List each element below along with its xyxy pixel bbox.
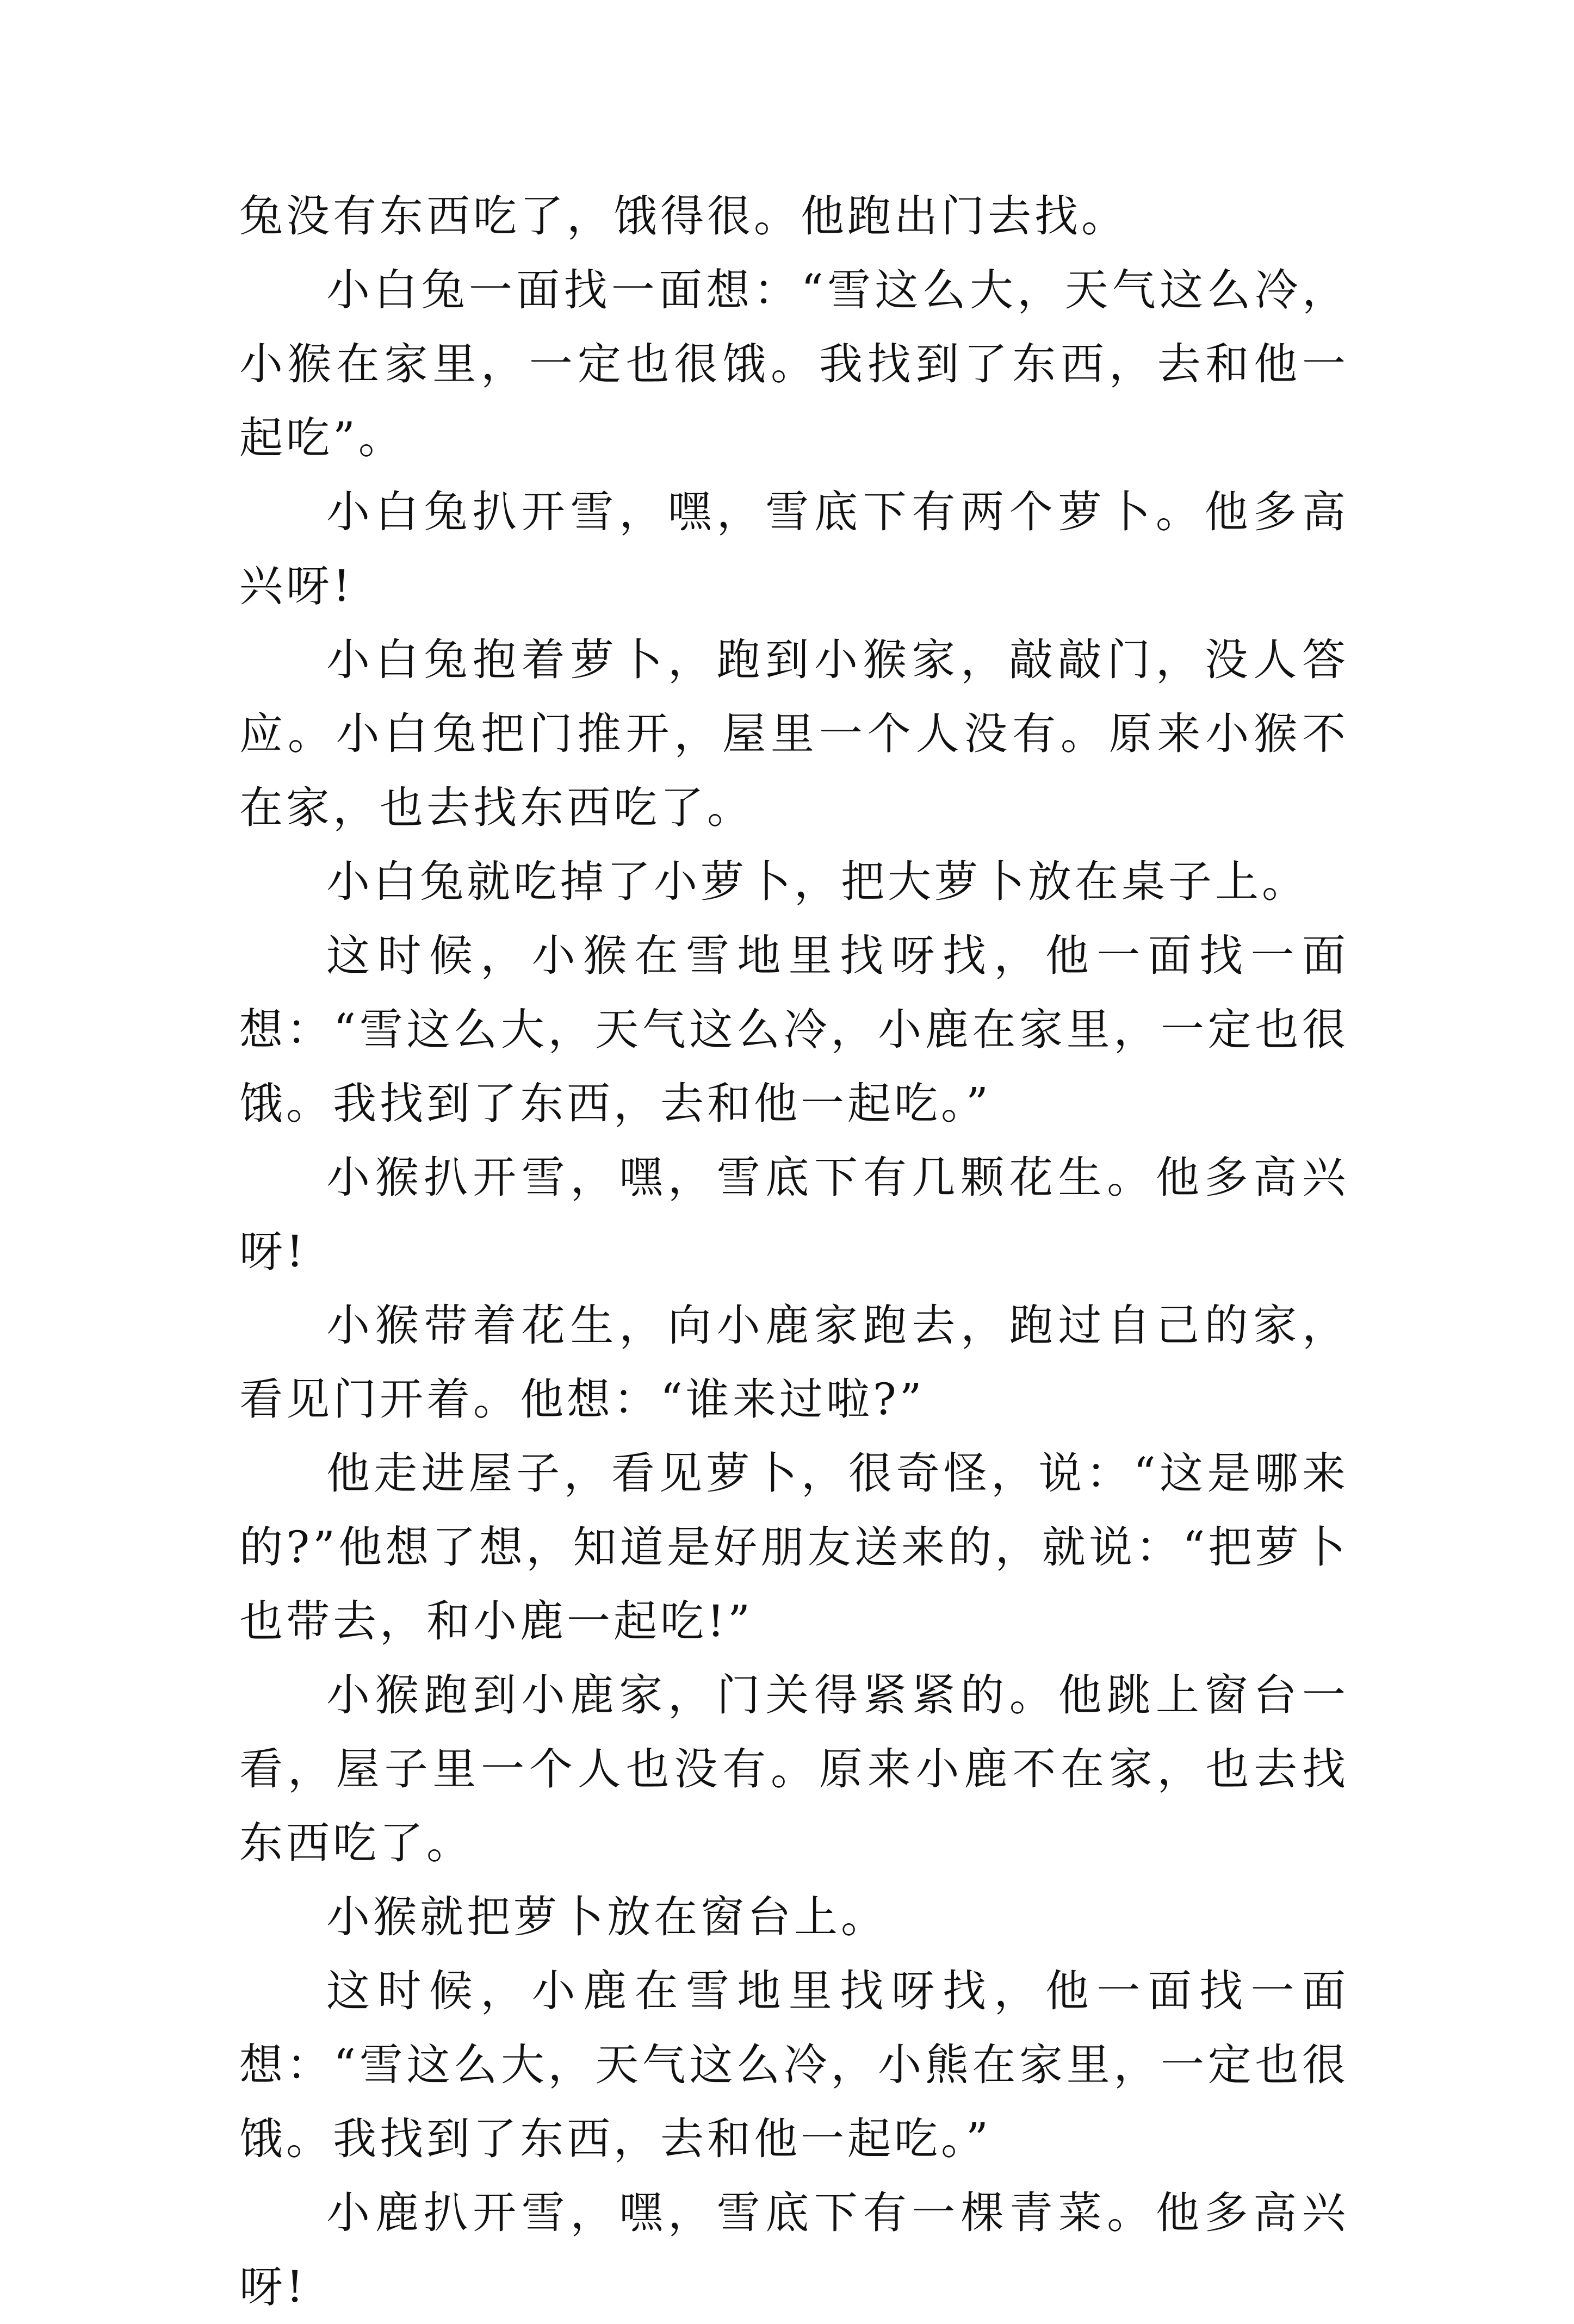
paragraph-11: 小猴就把萝卜放在窗台上。 <box>326 1892 888 1942</box>
paragraph-5: 小白兔就吃掉了小萝卜，把大萝卜放在桌子上。 <box>326 856 1309 907</box>
paragraph-10: 小猴跑到小鹿家，门关得紧紧的。他跳上窗台一看，屋子里一个人也没有。原来小鹿不在家，也去找东西吃了。 <box>239 1670 1349 1868</box>
paragraph-2: 小白兔一面找一面想：“雪这么大，天气这么冷，小猴在家里，一定也很饿。我找到了东西，去和他一起吃”。 <box>239 265 1349 463</box>
paragraph-9: 他走进屋子，看见萝卜，很奇怪，说：“这是哪来的?”他想了想，知道是好朋友送来的，就说：“把萝卜也带去，和小鹿一起吃!” <box>239 1448 1349 1646</box>
paragraph-7: 小猴扒开雪，嘿，雪底下有几颗花生。他多高兴呀! <box>239 1152 1349 1277</box>
paragraph-13: 小鹿扒开雪，嘿，雪底下有一棵青菜。他多高兴呀! <box>239 2188 1349 2312</box>
paragraph-3: 小白兔扒开雪，嘿，雪底下有两个萝卜。他多高兴呀! <box>239 487 1349 611</box>
story-text <box>239 179 1349 2324</box>
paragraph-4: 小白兔抱着萝卜，跑到小猴家，敲敲门，没人答应。小白兔把门推开，屋里一个人没有。原来小猴不在家，也去找东西吃了。 <box>239 635 1349 833</box>
paragraph-12: 这时候，小鹿在雪地里找呀找，他一面找一面想：“雪这么大，天气这么冷，小熊在家里，一定也很饿。我找到了东西，去和他一起吃。” <box>239 1966 1349 2164</box>
paragraph-6: 这时候，小猴在雪地里找呀找，他一面找一面想：“雪这么大，天气这么冷，小鹿在家里，一定也很饿。我找到了东西，去和他一起吃。” <box>239 930 1349 1129</box>
paragraph-8: 小猴带着花生，向小鹿家跑去，跑过自己的家，看见门开着。他想：“谁来过啦?” <box>239 1300 1349 1425</box>
paragraph-1: 兔没有东西吃了，饿得很。他跑出门去找。 <box>239 191 1128 241</box>
